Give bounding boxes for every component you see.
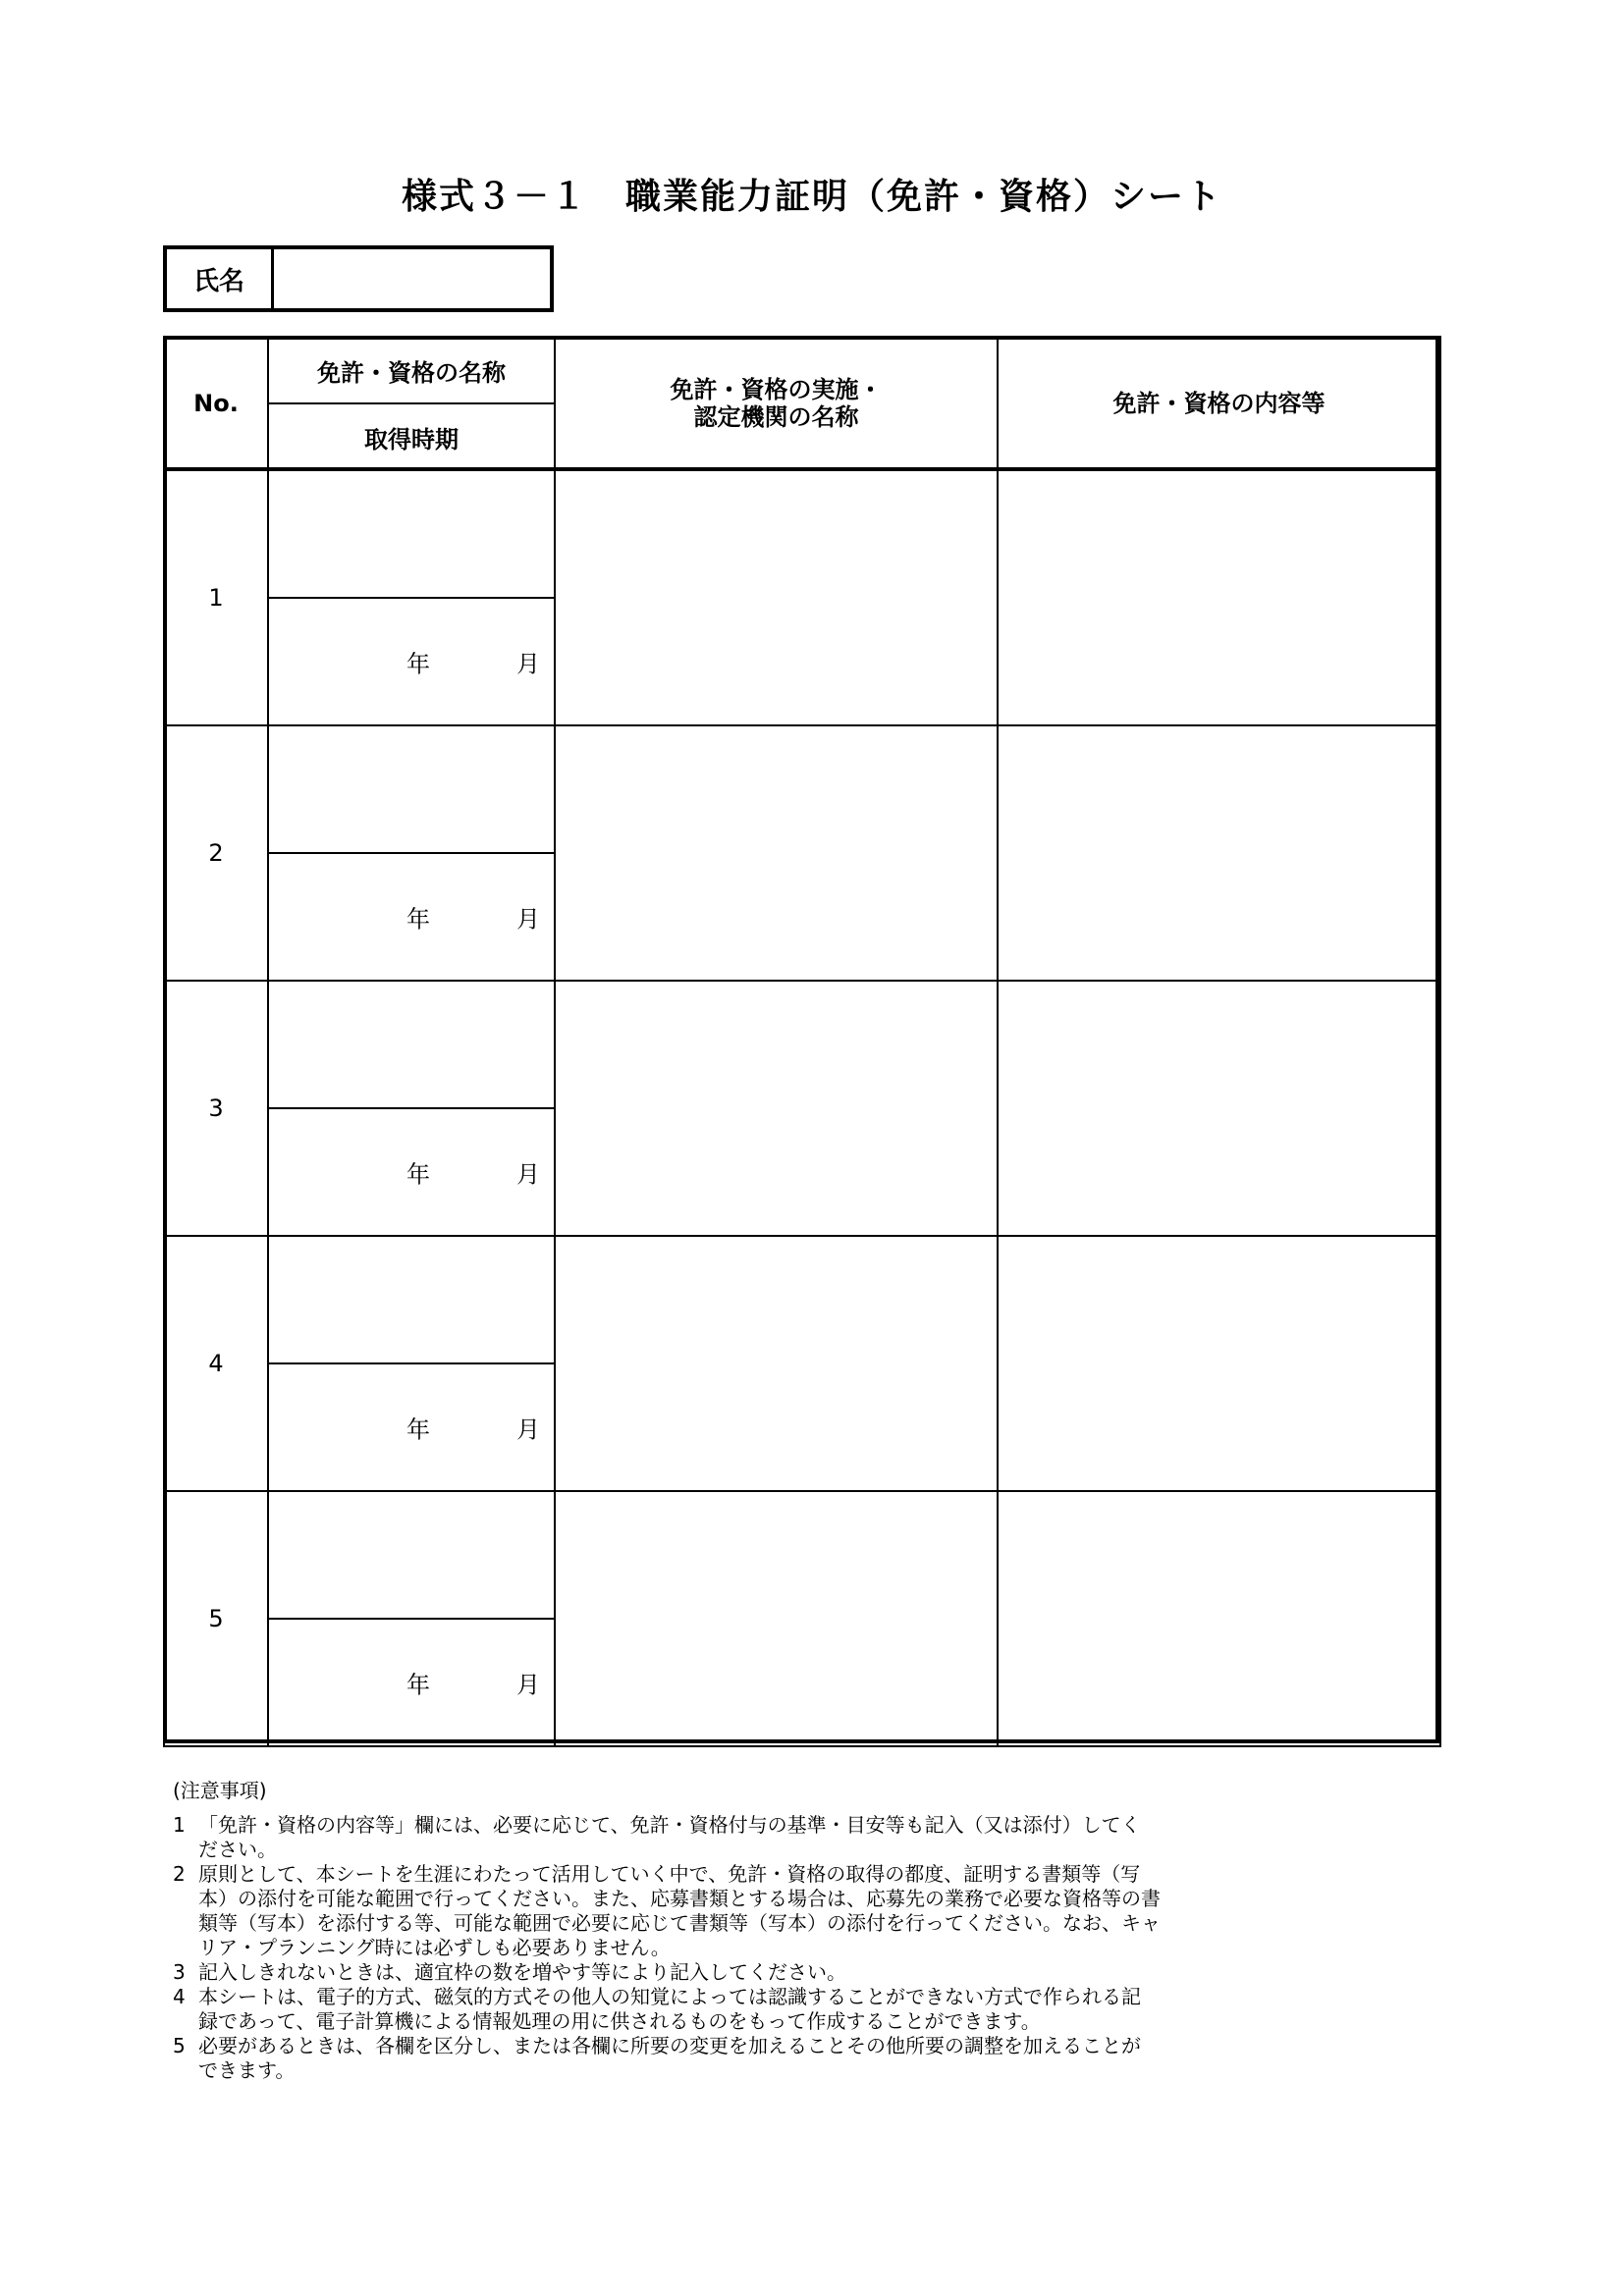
- header-agency: 免許・資格の実施・ 認定機関の名称: [555, 337, 998, 470]
- license-name-cell[interactable]: [268, 470, 555, 598]
- license-table: [163, 336, 1441, 1747]
- license-name-cell[interactable]: [268, 725, 555, 853]
- year-label: 年: [406, 650, 430, 678]
- note-item: [173, 2034, 1400, 2083]
- month-label: 月: [516, 1671, 540, 1699]
- note-text: 「免許・資格の内容等」欄には、必要に応じて、免許・資格付与の基準・目安等も記入（又は添付）してく ださい。: [198, 1813, 1141, 1861]
- row-number: 4: [164, 1236, 268, 1491]
- license-name-cell[interactable]: [268, 1491, 555, 1619]
- acquired-date-cell[interactable]: [268, 1108, 555, 1236]
- row-number: 3: [164, 981, 268, 1236]
- note-item: [173, 1813, 1400, 1862]
- agency-cell[interactable]: [555, 470, 998, 725]
- header-content: 免許・資格の内容等: [998, 337, 1440, 470]
- name-label: 氏名: [167, 249, 274, 308]
- row-number: 5: [164, 1491, 268, 1746]
- note-number: 3: [173, 1960, 186, 1984]
- agency-cell[interactable]: [555, 725, 998, 981]
- month-label: 月: [516, 1415, 540, 1444]
- acquired-date-cell[interactable]: [268, 1363, 555, 1491]
- note-item: [173, 1985, 1400, 2034]
- content-cell[interactable]: [998, 725, 1440, 981]
- agency-cell[interactable]: [555, 1236, 998, 1491]
- agency-cell[interactable]: [555, 981, 998, 1236]
- content-cell[interactable]: [998, 470, 1440, 725]
- acquired-date-cell[interactable]: [268, 853, 555, 981]
- year-label: 年: [406, 905, 430, 934]
- name-input[interactable]: [274, 249, 550, 308]
- note-item: [173, 1960, 1400, 1985]
- note-item: [173, 1862, 1400, 1960]
- note-text: 本シートは、電子的方式、磁気的方式その他人の知覚によっては認識することができない方式で作られる記 録であって、電子計算機による情報処理の用に供されるものをもって作成することができます。: [198, 1985, 1141, 2033]
- acquired-date-cell[interactable]: [268, 598, 555, 725]
- month-label: 月: [516, 905, 540, 934]
- content-cell[interactable]: [998, 1491, 1440, 1746]
- note-number: 5: [173, 2034, 186, 2057]
- year-label: 年: [406, 1671, 430, 1699]
- content-cell[interactable]: [998, 1236, 1440, 1491]
- row-number: 1: [164, 470, 268, 725]
- year-label: 年: [406, 1160, 430, 1189]
- notes-section: [173, 1779, 1400, 2083]
- month-label: 月: [516, 1160, 540, 1189]
- page-title: 様式３－１ 職業能力証明（免許・資格）シート: [401, 177, 1222, 217]
- content-cell[interactable]: [998, 981, 1440, 1236]
- note-text: 原則として、本シートを生涯にわたって活用していく中で、免許・資格の取得の都度、証明する書類等（写 本）の添付を可能な範囲で行ってください。また、応募書類とする場合は、応募先の業務で必要な資格等の書 類等（写本）を添付する等、可能な範囲で必要に応じて書類等（写本）の添付を行ってください。なお、キャ リア・プランニング時には必ずしも必要ありません。: [198, 1862, 1161, 1959]
- header-no: No.: [164, 337, 268, 470]
- header-license-name: 免許・資格の名称: [268, 337, 555, 403]
- year-label: 年: [406, 1415, 430, 1444]
- note-number: 1: [173, 1813, 186, 1837]
- note-number: 4: [173, 1985, 186, 2008]
- row-number: 2: [164, 725, 268, 981]
- agency-cell[interactable]: [555, 1491, 998, 1746]
- notes-heading: (注意事項): [173, 1779, 267, 1802]
- note-number: 2: [173, 1862, 186, 1886]
- header-divider: [163, 467, 1439, 471]
- note-text: 記入しきれないときは、適宜枠の数を増やす等により記入してください。: [198, 1960, 846, 1984]
- name-field-box: [163, 245, 554, 312]
- month-label: 月: [516, 650, 540, 678]
- license-name-cell[interactable]: [268, 981, 555, 1108]
- header-acquired-date: 取得時期: [268, 403, 555, 470]
- note-text: 必要があるときは、各欄を区分し、または各欄に所要の変更を加えることその他所要の調整を加えることが できます。: [198, 2034, 1141, 2082]
- acquired-date-cell[interactable]: [268, 1619, 555, 1746]
- license-name-cell[interactable]: [268, 1236, 555, 1363]
